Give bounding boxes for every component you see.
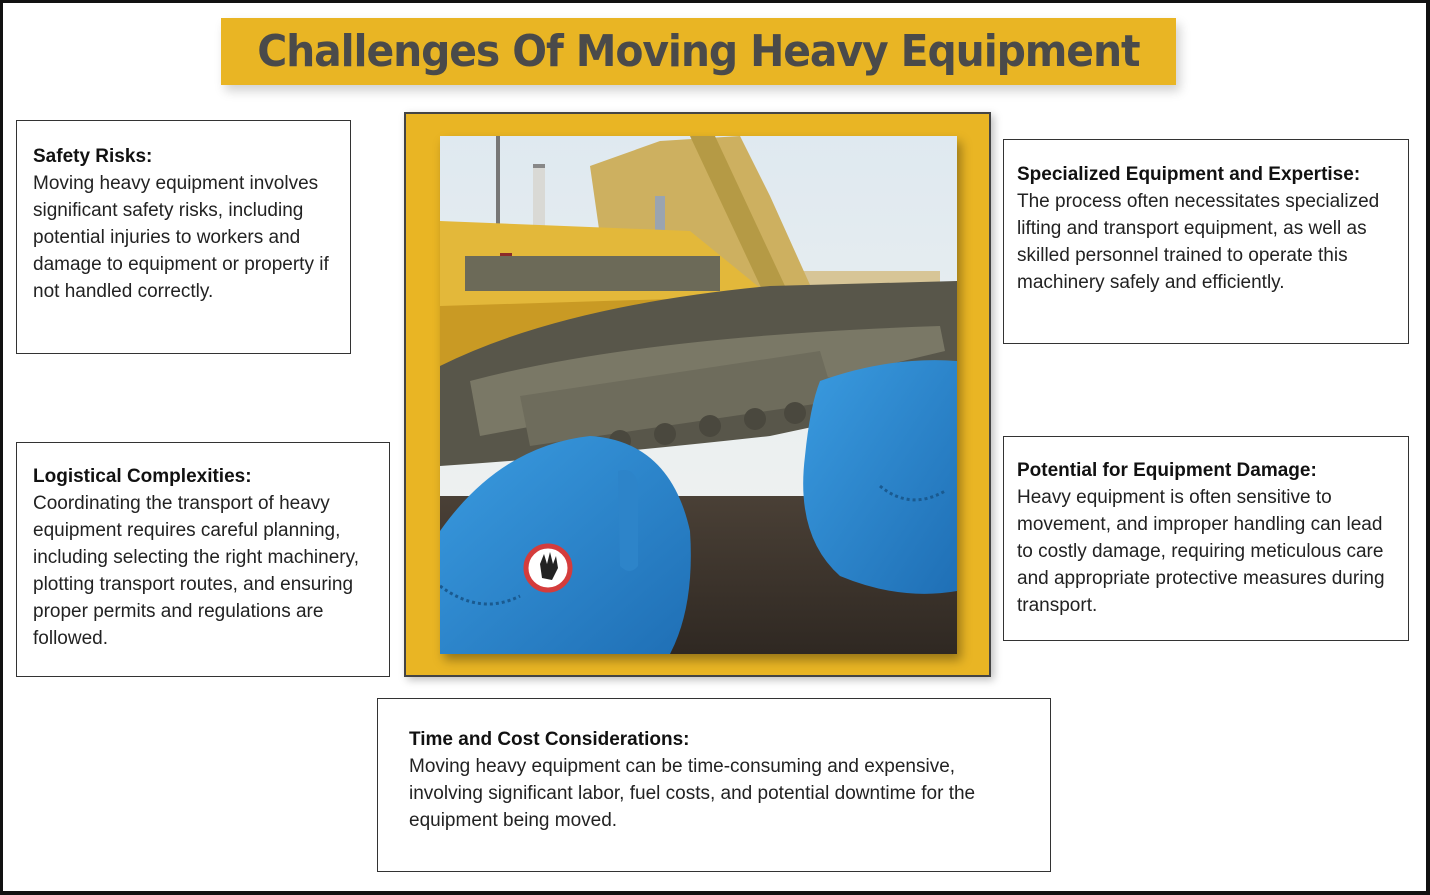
card-equipment-damage [1003, 436, 1409, 641]
title-banner [221, 18, 1176, 85]
card-title: Potential for Equipment Damage: [1017, 460, 1317, 481]
card-title: Logistical Complexities: [33, 466, 252, 487]
card-specialized-equipment [1003, 139, 1409, 344]
card-body: The process often necessitates specialized lifting and transport equipment, as well as skilled personnel trained to operate this machinery safely and efficiently. [1017, 191, 1380, 293]
card-body: Heavy equipment is often sensitive to movement, and improper handling can lead to costly damage, requiring meticulous care and appropriate protective measures during transport. [1017, 487, 1385, 616]
card-body: Coordinating the transport of heavy equipment requires careful planning, including selecting the right machinery, plotting transport routes, and ensuring proper permits and regulations are followed. [33, 493, 359, 649]
card-safety-risks [16, 120, 351, 354]
photo-frame [404, 112, 991, 677]
card-title: Safety Risks: [33, 146, 153, 167]
card-title: Specialized Equipment and Expertise: [1017, 164, 1361, 185]
card-logistical-complexities [16, 442, 390, 677]
page-title: Challenges Of Moving Heavy Equipment [257, 26, 1140, 77]
card-time-cost [377, 698, 1051, 872]
card-body: Moving heavy equipment can be time-consuming and expensive, involving significant labor, fuel costs, and potential downtime for the equipment being moved. [409, 756, 976, 831]
card-body: Moving heavy equipment involves significant safety risks, including potential injuries to workers and damage to equipment or property if not handled correctly. [33, 173, 329, 302]
card-title: Time and Cost Considerations: [409, 729, 690, 750]
equipment-photo [440, 136, 957, 654]
